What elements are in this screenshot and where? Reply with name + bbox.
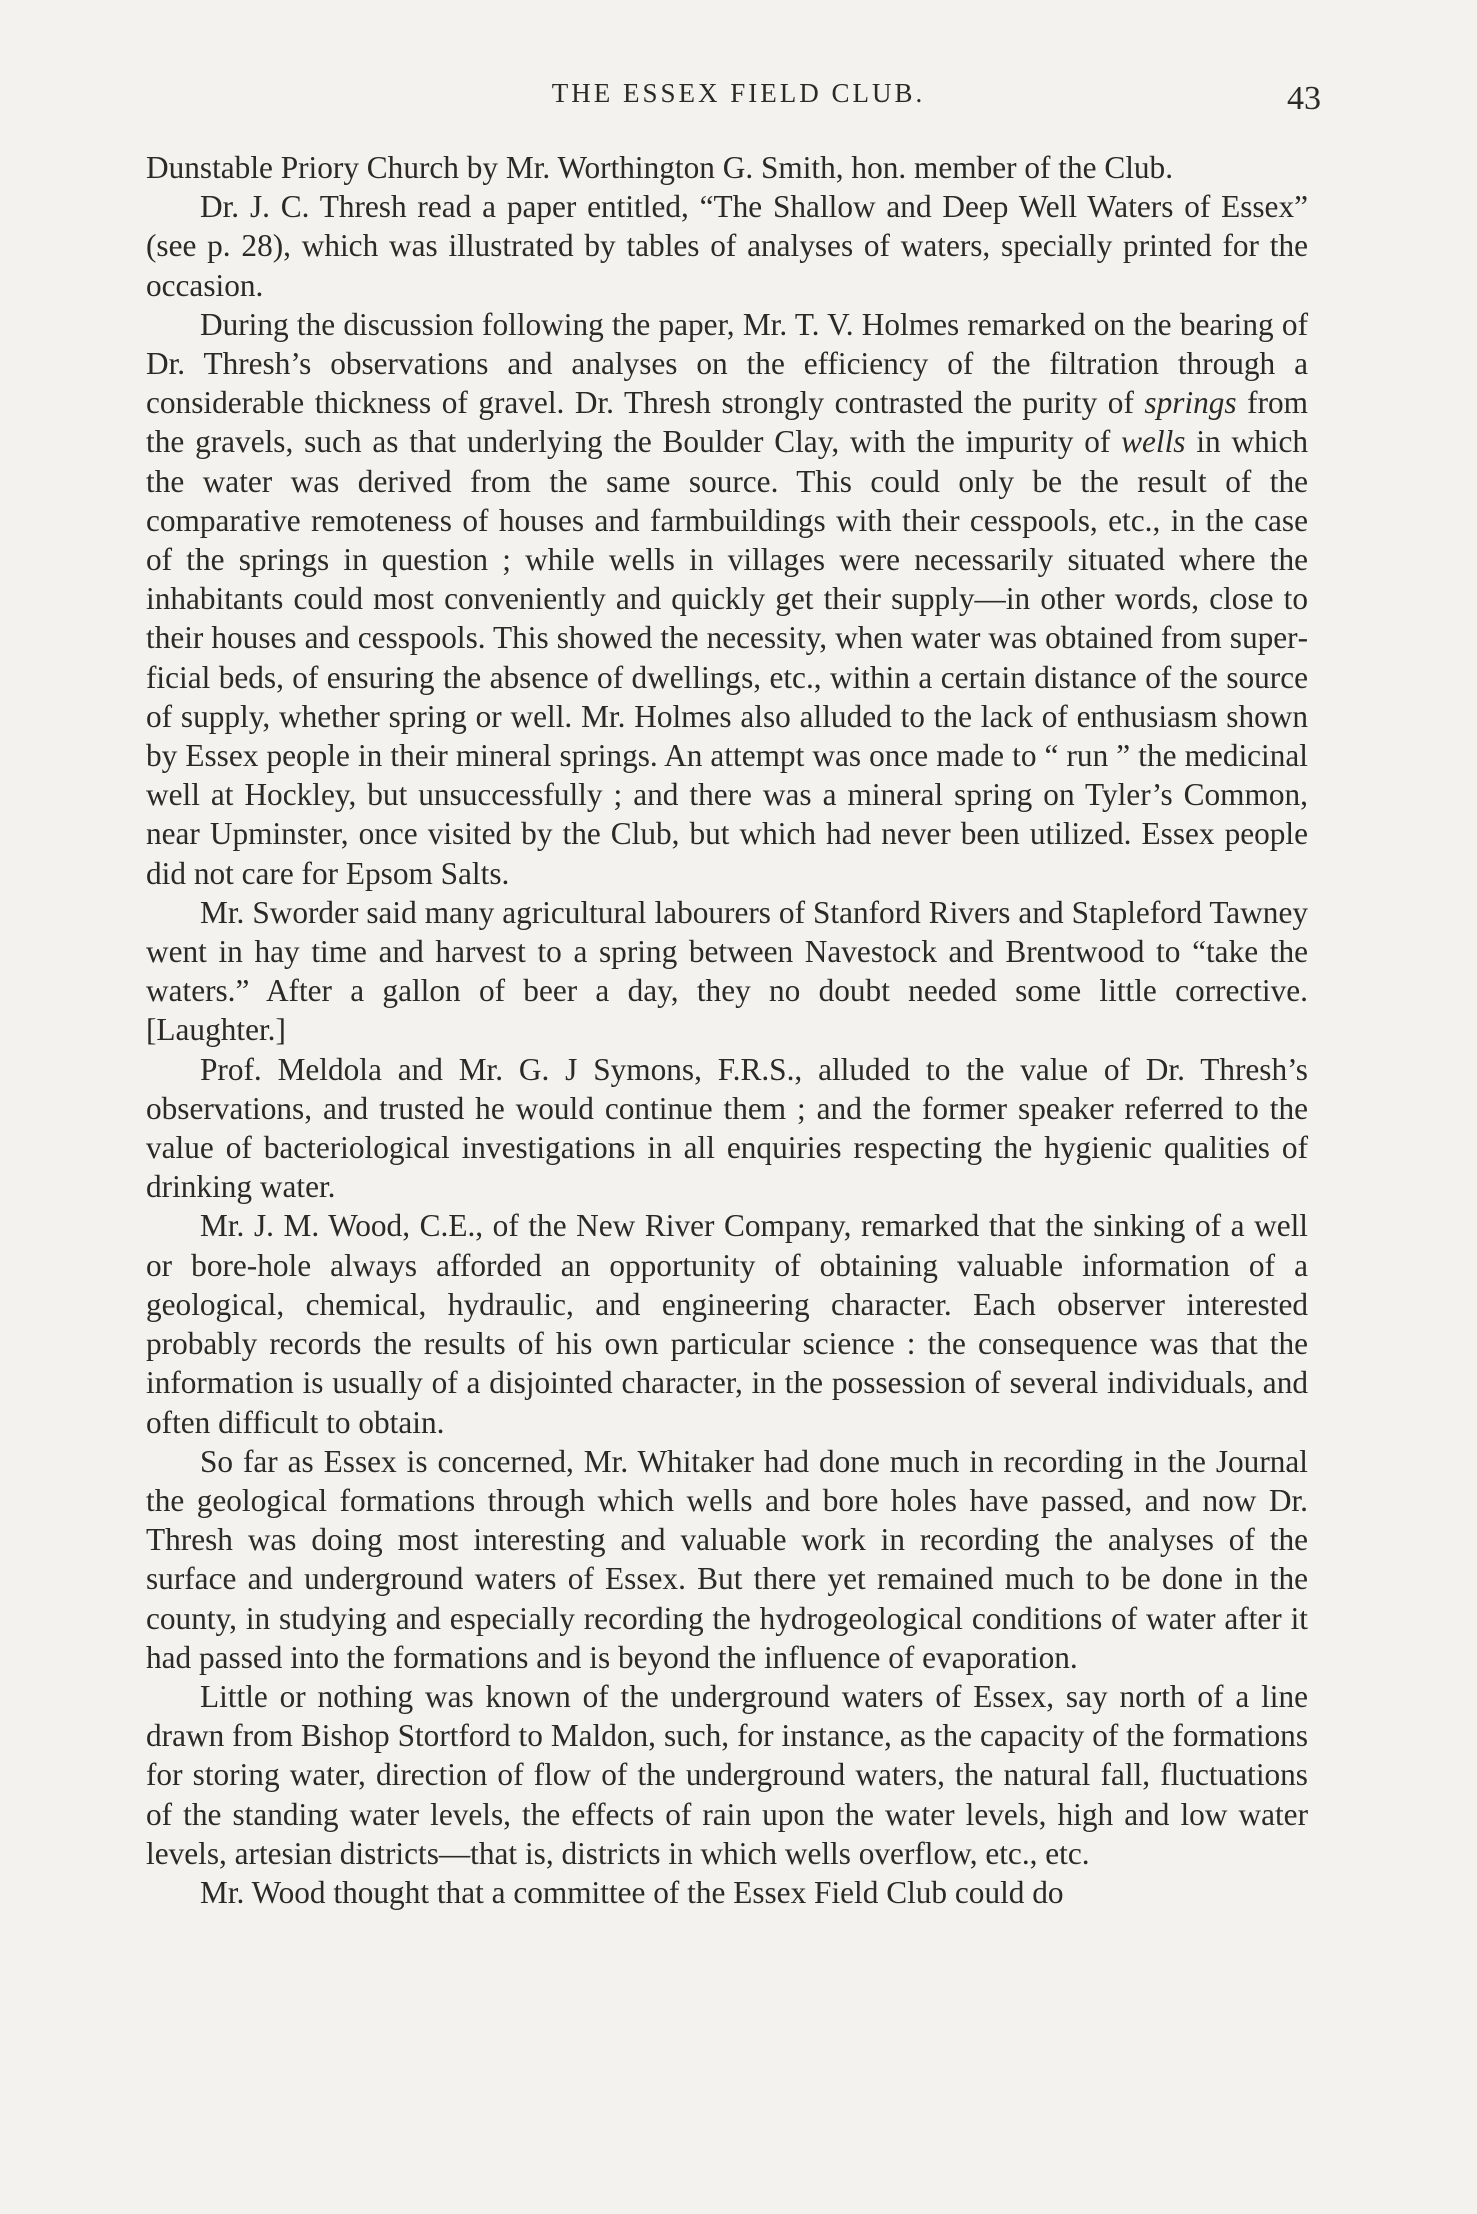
text-run: During the discussion following the paper, Mr. T. V. Holmes remarked on the bearing of Dr. Thresh’s observations and analyses on the efficiency of the filtration through a considerable thickness of gravel. Dr. Thresh strongly contrasted the purity of bbox=[146, 306, 1308, 421]
italic-springs: springs bbox=[1144, 385, 1237, 421]
paragraph-thresh-paper: Dr. J. C. Thresh read a paper entitled, “The Shallow and Deep Well Waters of Essex” (see p. 28), which was illustrated by tables of analyses of waters, specially printed for the occasion. bbox=[146, 189, 1308, 303]
paragraph-whitaker: So far as Essex is concerned, Mr. Whitaker had done much in recording in the Journal the geological formations through which wells and bore holes have passed, and now Dr. Thresh was doing most interesting and valuable work in recording the analyses of the surface and underground waters of Essex. But there yet remained much to be done in the county, in studying and especially recording the hydrogeological conditions of water after it had passed into the formations and is beyond the influence of evaporation. bbox=[146, 1443, 1308, 1675]
paragraph-sworder: Mr. Sworder said many agricultural labourers of Stanford Rivers and Stapleford Tawney went in hay time and harvest to a spring between Navestock and Brentwood to “take the waters.” After a gallon of beer a day, they no doubt needed some little corrective. [Laughter.] bbox=[146, 894, 1308, 1048]
body-text bbox=[146, 148, 1308, 1912]
paragraph-wood: Mr. J. M. Wood, C.E., of the New River Company, remarked that the sinking of a well or bore-hole always afforded an opportunity of obtaining valuable information of a geological, chemical, hydraulic, and engineering character. Each observer interested probably records the results of his own particular science : the consequence was that the information is usually of a disjointed character, in the possession of several individuals, and often difficult to obtain. bbox=[146, 1208, 1308, 1440]
page-number: 43 bbox=[1287, 80, 1321, 117]
italic-wells: wells bbox=[1121, 424, 1186, 460]
text-run: in which the water was derived from the same source. This could only be the result of the comparative remoteness of houses and farmbuildings with their cesspools, etc., in the case of the springs in question ; while wells in villages were necessarily situated where the inhabitants could most conveniently and quickly get their supply—in other words, close to their houses and cesspools. This showed the necessity, when water was obtained from superficial beds, of ensuring the absence of dwellings, etc., within a certain distance of the source of supply, whether spring or well. Mr. Holmes also alluded to the lack of enthusiasm shown by Essex people in their mineral springs. An attempt was once made to “ run ” the medicinal well at Hockley, but unsuccessfully ; and there was a mineral spring on Tyler’s Common, near Upminster, once visited by the Club, but which had never been utilized. Essex people did not care for Epsom Salts. bbox=[146, 424, 1308, 891]
text-run: from the gravels, such as that underlying the Boulder Clay, with the impurity of bbox=[146, 385, 1308, 460]
paragraph-continued: Dunstable Priory Church by Mr. Worthington G. Smith, hon. member of the Club. bbox=[146, 150, 1174, 185]
running-title: THE ESSEX FIELD CLUB. bbox=[551, 78, 926, 108]
paragraph-meldola-symons: Prof. Meldola and Mr. G. J Symons, F.R.S., alluded to the value of Dr. Thresh’s observations, and trusted he would continue them ; and the former speaker referred to the value of bacteriological investigations in all enquiries respecting the hygienic qualities of drinking water. bbox=[146, 1051, 1308, 1205]
paragraph-holmes-discussion bbox=[146, 305, 1308, 893]
paragraph-committee: Mr. Wood thought that a committee of the Essex Field Club could do bbox=[200, 1874, 1064, 1910]
paragraph-underground-waters: Little or nothing was known of the underground waters of Essex, say north of a line drawn from Bishop Stortford to Maldon, such, for instance, as the capacity of the formations for storing water, direction of flow of the underground waters, the natural fall, fluctuations of the standing water levels, the effects of rain upon the water levels, high and low water levels, artesian districts—that is, districts in which wells overflow, etc., etc. bbox=[146, 1678, 1308, 1871]
